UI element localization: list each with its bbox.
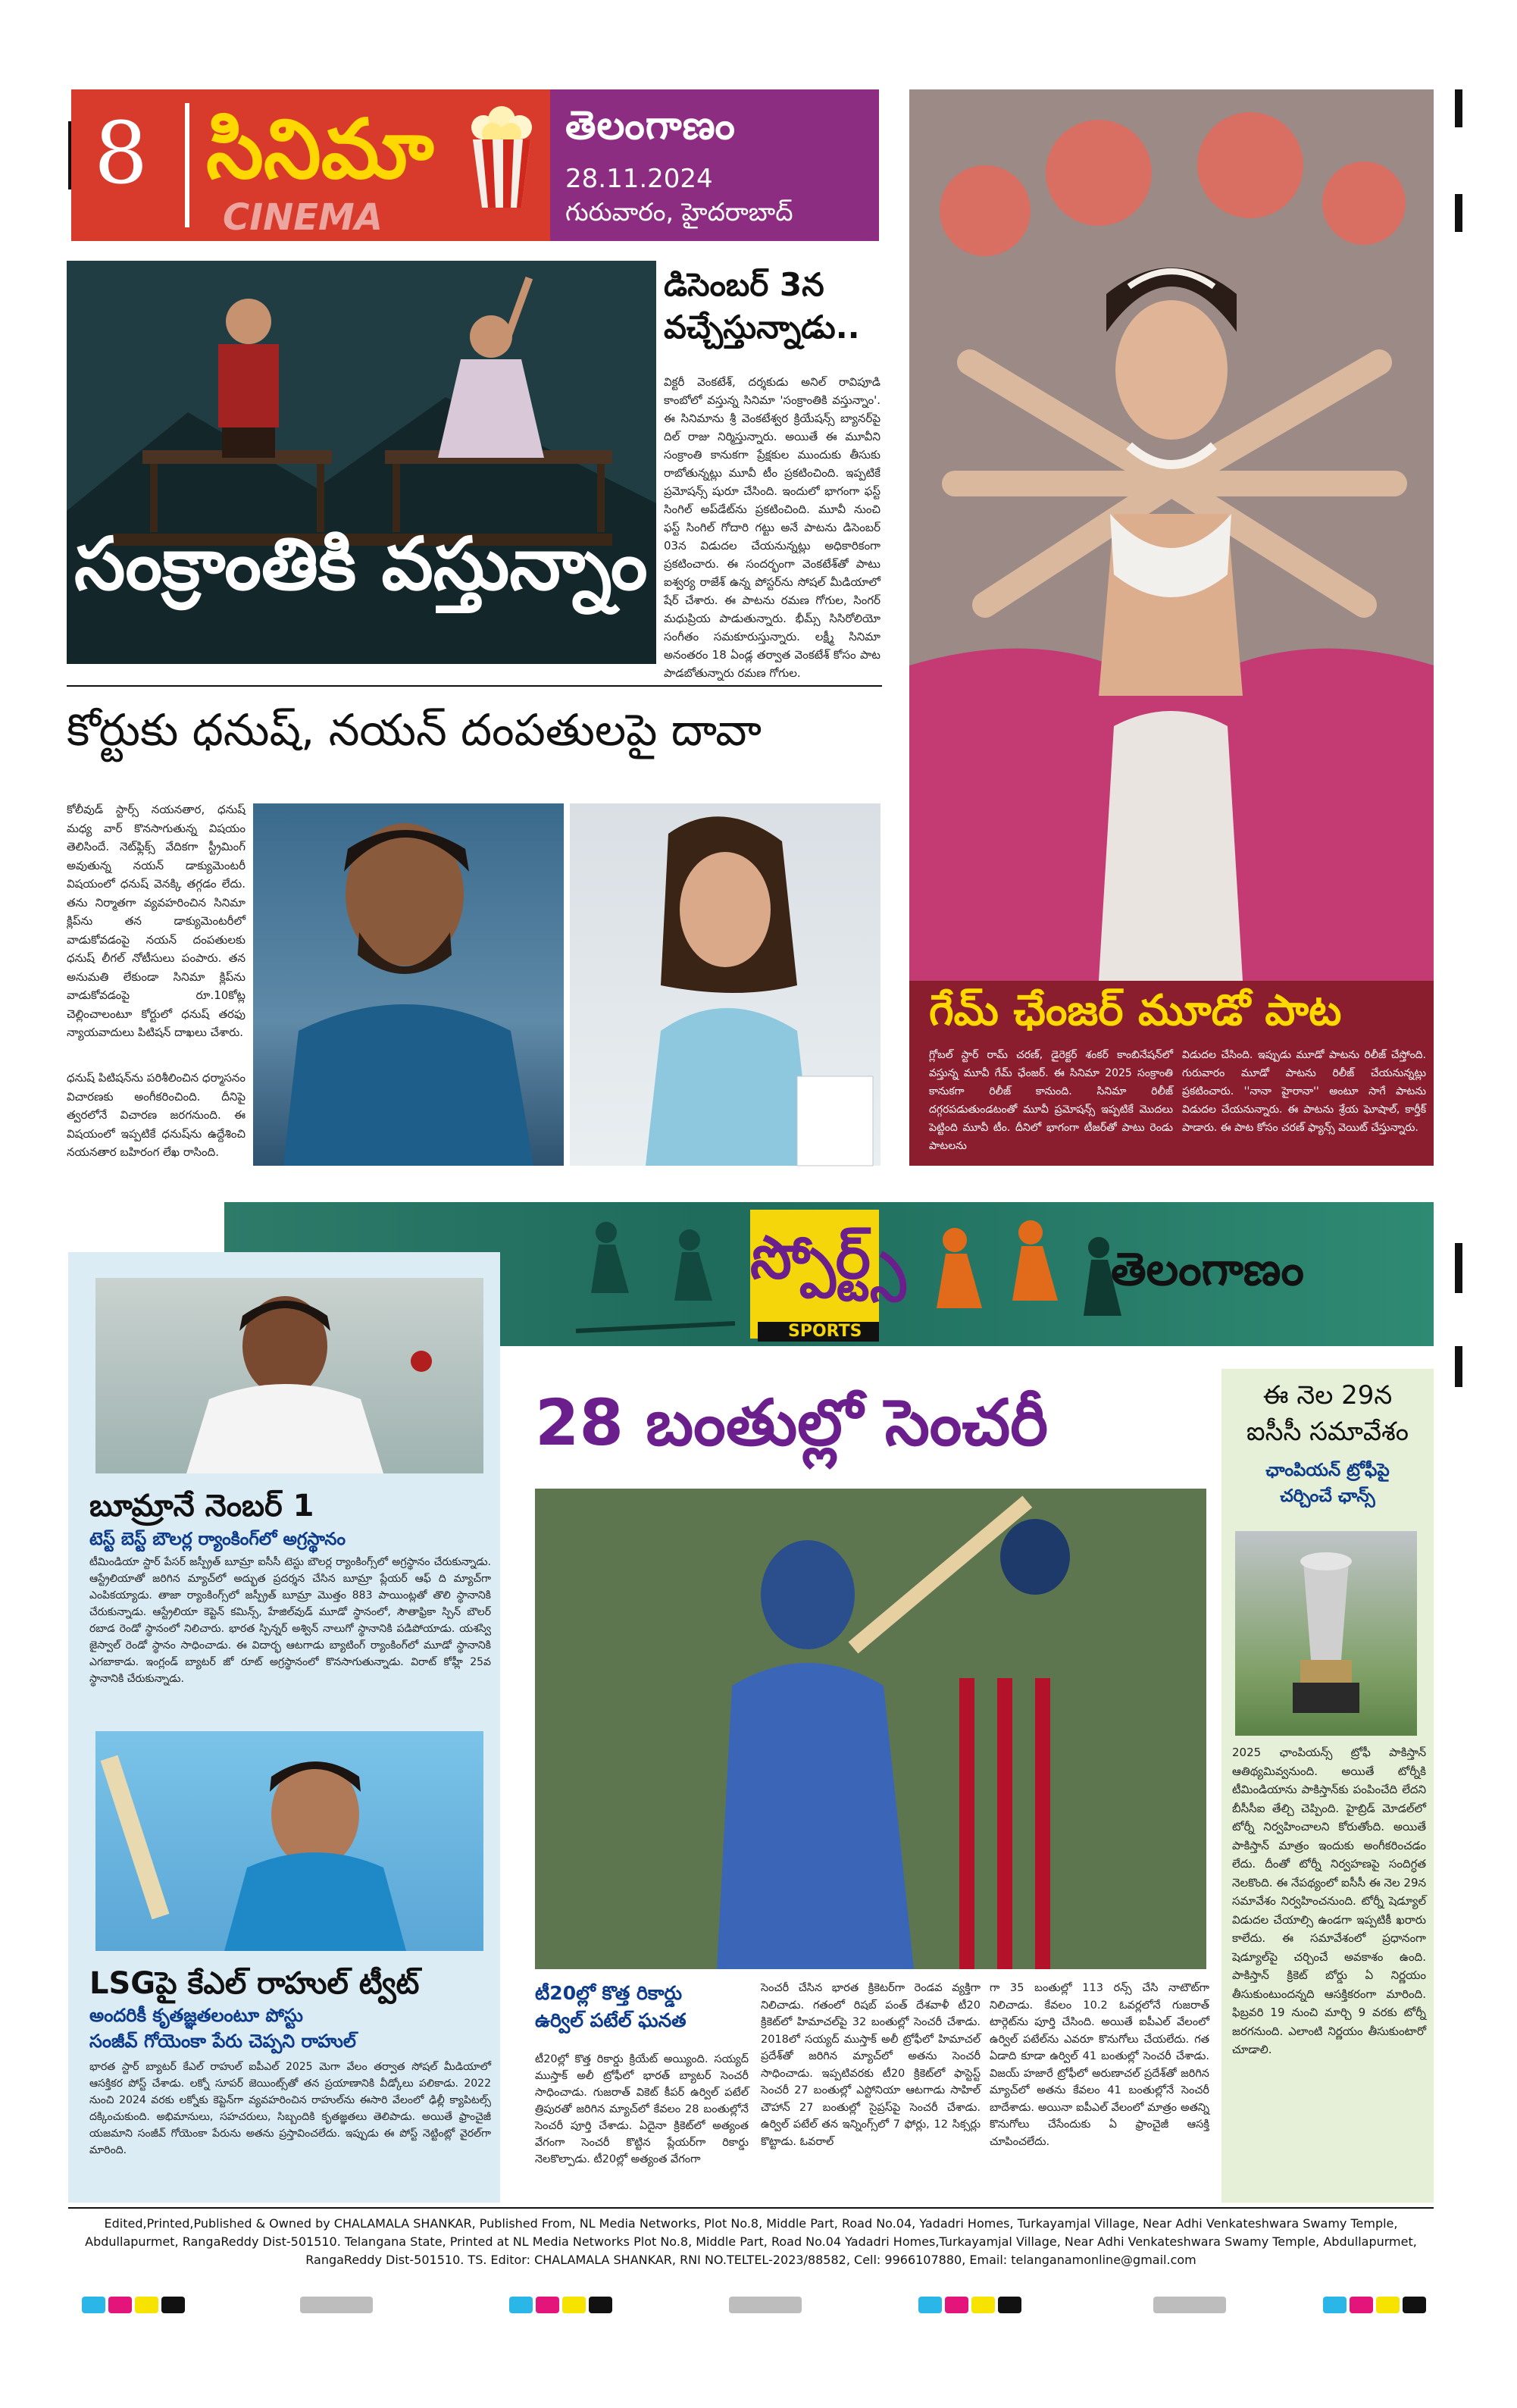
urvil-patel-photo (535, 1489, 1206, 1969)
registration-mark (1455, 89, 1462, 127)
registration-mark (1455, 1346, 1462, 1387)
icc-subheadline-1: ఛాంపియన్ ట్రోఫీపై (1265, 1461, 1390, 1480)
century-headline: 28 బంతుల్లో సెంచరీ (535, 1386, 1049, 1460)
black-swatch (161, 2297, 185, 2313)
magenta-swatch (108, 2297, 132, 2313)
footer-rule (68, 2207, 1434, 2209)
cyan-swatch (82, 2297, 105, 2313)
bumrah-body: టీమిండియా స్టార్ పేసర్ జస్ప్రీత్ బూమ్రా ఐసీసీ టెస్టు బౌలర్ల ర్యాంకింగ్స్‌లో అగ్రస్థానం చేరుకున్నాడు. ఆస్ట్రేలియాతో జరిగిన మ్యాచ్‌లో అద్భుత ప్రదర్శన చేసిన బూమ్రా ప్లేయర్ ఆఫ్ ది మ్యాచ్‌గా ఎంపికయ్యాడు. తాజా ర్యాంకింగ్స్‌లో జస్ప్రీత్ బూమ్రా మొత్తం 883 పాయింట్లతో తొలి స్థానానికి చేరుకున్నాడు. ఆస్ట్రేలియా కెప్టెన్ కమిన్స్, హేజిల్‌వుడ్ మూడో స్థానంలో, సౌతాఫ్రికా స్పిన్ బౌలర్ రబాడ రెండో స్థానంలో నిలిచారు. భారత స్పిన్నర్ అశ్విన్ నాలుగో స్థానానికి పడిపోయాడు. యశస్వి జైస్వాల్ రెండో స్థానం సాధించాడు. ఈ విదార్భ ఆటగాడు బ్యాటింగ్ ర్యాంకింగ్‌లో మూడో స్థానానికి ఎగబాకాడు. ఇంగ్లండ్ బ్యాటర్ జో రూట్ అగ్రస్థానంలో కొనసాగుతున్నాడు. విరాట్ కోహ్లీ 25వ స్థానానికి చేరుకున్నాడు. (89, 1556, 491, 1685)
divider (67, 685, 882, 687)
kl-rahul-photo (95, 1731, 483, 1951)
imprint-line: Abdullapurmet, RangaReddy Dist-501510. Telangana State, Printed at NL Media Networks Plot No.8, Middle Part, Road No.04 Yadadri Homes,Turkayamjal Village, Near Adhi Venkateshwara Swamy Temple, Abdullapurmet, (85, 2234, 1417, 2249)
photo-illustration (535, 1489, 1206, 1969)
icc-headline-2: ఐసీసీ సమావేశం (1246, 1417, 1409, 1447)
color-registration-strip (1323, 2297, 1426, 2313)
black-swatch (1403, 2297, 1426, 2313)
century-col1: టీ20ల్లో కొత్త రికార్డు క్రియేట్ అయ్యింది. సయ్యద్ ముస్తాక్ అలీ ట్రోఫీలో భారత్ బ్యాటర్ సెంచరీ సాధించాడు. గుజరాత్ వికెట్ కీపర్ ఉర్విల్ పటేల్ త్రిపురతో జరిగిన మ్యాచ్‌లో కేవలం 28 బంతుల్లోనే సెంచరీ పూర్తి చేశాడు. ఏదైనా క్రికెట్‌లో అత్యంత వేగంగా సెంచరీ కొట్టిన ప్లేయర్‌గా రికార్డు నెలకొల్పాడు. టీ20ల్లో అత్యంత వేగంగా (535, 2053, 749, 2165)
popcorn-bucket-icon (465, 105, 538, 211)
black-swatch (589, 2297, 612, 2313)
game-changer-photo (909, 89, 1434, 981)
section-title: సినిమా (206, 102, 434, 197)
bumrah-headline: బూమ్రానే నెంబర్ 1 (89, 1489, 314, 1523)
cyan-swatch (509, 2297, 533, 2313)
game-changer-col2: విడుదల చేసింది. ఇప్పుడు మూడో పాటను రిలీజ్ చేస్తోంది. గురువారం మూడో పాటను రిలీజ్ చేయనున్నట్లు ప్రకటించారు. ''నానా హైరానా'' అంటూ సాగే పాటను విడుదల చేయనున్నారు. ఈ పాటను శ్రేయ ఘోషాల్, కార్తీక్ పాడారు. ఈ పాట కోసం చరణ్ ఫ్యాన్స్ వెయిట్ చేస్తున్నారు. (1182, 1049, 1426, 1134)
magenta-swatch (945, 2297, 968, 2313)
dhanush-photo (253, 803, 564, 1166)
dhanush-body-p1: కోలీవుడ్ స్టార్స్ నయనతార, ధనుష్ మధ్య వార్ కొనసాగుతున్న విషయం తెలిసిందే. నెట్‌ఫ్లిక్స్ వేదికగా స్ట్రీమింగ్ అవుతున్న నయన్ డాక్యుమెంటరీ విషయంలో ధనుష్ వెనక్కి తగ్గడం లేదు. తను నిర్మాతగా వ్యవహరించిన సినిమా క్లిప్‌ను తన డాక్యుమెంటరీలో వాడుకోవడంపై నయన్ దంపతులకు ధనుష్ లీగల్ నోటీసులు పంపారు. తన అనుమతి లేకుండా సినిమా క్లిప్‌ను వాడుకోవడంపై రూ.10కోట్ల చెల్లించాలంటూ కోర్టులో ధనుష్ తరఫు న్యాయవాదులు పిటిషన్ దాఖలు చేశారు. (67, 803, 246, 1039)
imprint-line: RangaReddy Dist-501510. TS. Editor: CHALAMALA SHANKAR, RNI NO.TELTEL-2023/88582, Cell: 9966107880, Email: telanganamonline@gmail.com (305, 2253, 1196, 2267)
magenta-swatch (536, 2297, 559, 2313)
game-changer-headline: గేమ్ ఛేంజర్ మూడో పాట (929, 986, 1342, 1035)
photo-illustration (95, 1731, 483, 1951)
color-registration-strip (82, 2297, 185, 2313)
rahul-headline: LSGపై కేఎల్ రాహుల్ ట్వీట్ (89, 1966, 420, 2001)
yellow-swatch (1376, 2297, 1400, 2313)
gray-swatch (1153, 2297, 1226, 2313)
rahul-body: భారత స్టార్ బ్యాటర్ కేఎల్ రాహుల్ ఐపీఎల్ 2025 మెగా వేలం తర్వాత సోషల్ మీడియాలో ఆసక్తికర పోస్ట్ చేశాడు. లక్నో సూపర్ జెయింట్స్‌తో తన ప్రయాణానికి వీడ్కోలు పలికాడు. 2022 నుంచి 2024 వరకు లక్నోకు కెప్టెన్‌గా వ్యవహరించిన రాహుల్‌ను ఈసారి వేలంలో ఢిల్లీ క్యాపిటల్స్ దక్కించుకుంది. అభిమానులు, సహచరులు, సిబ్బందికి కృతజ్ఞతలు తెలిపాడు. అయితే ఫ్రాంచైజీ యజమాని సంజీవ్ గోయెంకా పేరును అతను ప్రస్తావించలేదు. ఇప్పుడు ఈ పోస్ట్ నెట్టింట్లో వైరల్‌గా మారింది. (89, 2061, 491, 2156)
venky-body: విక్టరీ వెంకటేశ్, దర్శకుడు అనిల్ రావిపూడి కాంబోలో వస్తున్న సినిమా 'సంక్రాంతికి వస్తున్నాం'. ఈ సినిమాను శ్రీ వెంకటేశ్వర క్రియేషన్స్ బ్యానర్‌పై దిల్ రాజు నిర్మిస్తున్నారు. అయితే ఈ మూవీని సంక్రాంతి కానుకగా ప్రేక్షకుల ముందుకు తీసుకు రాబోతున్నట్లు మూవీ టీం ప్రకటించింది. ఇప్పటికే ప్రమోషన్స్ షురూ చేసింది. ఇందులో భాగంగా ఫస్ట్ సింగిల్ అప్‌డేట్‌ను ప్రకటించింది. మూవీ నుంచి ఫస్ట్ సింగిల్ గోదారి గట్టు అనే పాటను డిసెంబర్ 03న విడుదల చేయనున్నట్లు అధికారికంగా ప్రకటించారు. ఈ సందర్భంగా వెంకటేశ్‌తో పాటు ఐశ్వర్య రాజేశ్ ఉన్న పోస్టర్‌ను సోషల్ మీడియాలో షేర్ చేశారు. ఈ పాటను రమణ గోగుల, సింగర్ మధుప్రియ పాడుతున్నారు. భీమ్స్ సిసిరోలియో సంగీతం సమకూరుస్తున్నారు. లక్ష్మీ సినిమా అనంతరం 18 ఏండ్ల తర్వాత వెంకటేశ్ కోసం పాట పాడబోతున్నారు రమణ గోగుల. (664, 375, 880, 680)
dhanush-headline: కోర్టుకు ధనుష్, నయన్ దంపతులపై దావా (67, 704, 762, 756)
color-registration-strip (509, 2297, 612, 2313)
bumrah-subheadline: టెస్ట్ బెస్ట్ బౌలర్ల ర్యాంకింగ్‌లో అగ్రస్థానం (89, 1530, 346, 1549)
portrait-illustration (253, 803, 564, 1166)
masthead (71, 89, 879, 241)
divider (185, 103, 189, 227)
registration-mark (1455, 194, 1462, 232)
dhanush-body-p2: ధనుష్ పిటిషన్‌ను పరిశీలించిన ధర్మాసనం విచారణకు అంగీకరించింది. దీనిపై త్వరలోనే విచారణ జరగనుంది. ఈ విషయంలో ఇప్పటికే ధనుష్‌ను ఉద్దేశించి నయనతార బహిరంగ లేఖ రాసింది. (67, 1071, 246, 1159)
century-subheadline-2: ఉర్విల్ పటేల్ ఘనత (535, 2009, 687, 2031)
sports-subtitle: SPORTS (788, 1322, 862, 1341)
brand-panel (550, 89, 879, 241)
icc-body: 2025 ఛాంపియన్స్ ట్రోఫీ పాకిస్తాన్ ఆతిథ్యమివ్వనుంది. అయితే టోర్నీకి టీమిండియాను పాకిస్తాన్‌కు పంపించేది లేదని బీసీసీఐ తేల్చి చెప్పింది. హైబ్రిడ్ మోడల్‌లో టోర్నీ నిర్వహించాలని కోరుతోంది. అయితే పాకిస్తాన్ మాత్రం ఇందుకు అంగీకరించడం లేదు. దీంతో టోర్నీ నిర్వహణపై సందిగ్ధత నెలకొంది. ఈ నేపథ్యంలో ఐసీసీ ఈ నెల 29న సమావేశం నిర్వహించనుంది. టోర్నీ షెడ్యూల్ విడుదల చేయాల్సి ఉండగా ఇప్పటికీ ఖరారు కాలేదు. ఈ సమావేశంలో ప్రధానంగా షెడ్యూల్‌పై చర్చించే అవకాశం ఉంది. పాకిస్తాన్ క్రికెట్ బోర్డు ఏ నిర్ణయం తీసుకుంటుందన్నది ఆసక్తికరంగా మారింది. ఫిబ్రవరి 19 నుంచి మార్చి 9 వరకు టోర్నీ జరగనుంది. ఎలాంటి నిర్ణయం తీసుకుంటారో చూడాలి. (1232, 1746, 1427, 2056)
century-col2: సెంచరీ చేసిన భారత క్రికెటర్‌గా రెండవ వ్యక్తిగా నిలిచాడు. గతంలో రిషబ్ పంత్ దేశవాళీ టీ20 క్రికెట్‌లో హిమాచల్‌పై 32 బంతుల్లో సెంచరీ చేశాడు. 2018లో సయ్యద్ ముస్తాక్ అలీ ట్రోఫీలో హిమాచల్ ప్రదేశ్‌తో జరిగిన మ్యాచ్‌లో అతను సెంచరీ సాధించాడు. ఇప్పటివరకు టీ20 క్రికెట్‌లో ఫాస్టెస్ట్ సెంచరీ 27 బంతుల్లో ఎస్టోనియా ఆటగాడు సాహిల్ చౌహాన్ 27 బంతుల్లో సైప్రస్‌పై సెంచరీ చేశాడు. ఉర్విల్ పటేల్ తన ఇన్నింగ్స్‌లో 7 ఫోర్లు, 12 సిక్సర్లు కొట్టాడు. ఓవరాల్ (761, 1982, 981, 2148)
gray-swatch (300, 2297, 373, 2313)
color-registration-strip (918, 2297, 1021, 2313)
cyan-swatch (918, 2297, 942, 2313)
headline-line: డిసెంబర్ 3న (664, 266, 824, 303)
imprint-line: Edited,Printed,Published & Owned by CHALAMALA SHANKAR, Published From, NL Media Networks, Plot No.8, Middle Part, Road No.04, Yadadri Homes, Turkayamjal Village, Near Adhi Venkateshwara Swamy Temple, (104, 2216, 1398, 2231)
icc-subheadline-2: చర్చించే ఛాన్స్ (1280, 1486, 1375, 1506)
century-subheadline-1: టీ20ల్లో కొత్త రికార్డు (535, 1982, 683, 2004)
movie-title-overlay: సంక్రాంతికి వస్తున్నాం (74, 521, 648, 606)
yellow-swatch (971, 2297, 995, 2313)
nayanthara-photo (570, 803, 880, 1166)
champions-trophy-photo (1235, 1531, 1417, 1736)
rahul-subheadline-1: అందరికీ కృతజ్ఞతలంటూ పోస్టు (89, 2005, 303, 2026)
sankranthiki-vasthunnam-photo (67, 261, 656, 664)
yellow-swatch (562, 2297, 586, 2313)
page-number: 8 (94, 105, 149, 203)
yellow-swatch (135, 2297, 158, 2313)
sports-players-illustration (561, 1210, 750, 1343)
sports-players-illustration (909, 1210, 1137, 1343)
sports-brand: తెలంగాణం (1111, 1243, 1304, 1296)
section-subtitle: CINEMA (223, 196, 383, 239)
game-changer-col1: గ్లోబల్ స్టార్ రామ్ చరణ్, డైరెక్టర్ శంకర్ కాంబినేషన్‌లో వస్తున్న మూవీ గేమ్ ఛేంజర్. ఈ సినిమా 2025 సంక్రాంతి కానుకగా రిలీజ్ కానుంది. సినిమా రిలీజ్ దగ్గరపడుతుండటంతో మూవీ ప్రమోషన్స్ ఇప్పటికే మొదలు పెట్టింది మూవీ టీం. దీనిలో భాగంగా టీజర్‌తో పాటు రెండు పాటలను (929, 1049, 1173, 1152)
registration-mark (1455, 1243, 1462, 1293)
photo-illustration (95, 1278, 483, 1473)
century-col3: గా 35 బంతుల్లో 113 రన్స్ చేసి నాటౌట్‌గా నిలిచాడు. కేవలం 10.2 ఓవర్లలోనే గుజరాత్ టార్గెట్‌ను పూర్తి చేసింది. అయితే ఐపీఎల్ వేలంలో ఉర్విల్ పటేల్‌ను ఎవరూ కొనుగోలు చేయలేదు. గత ఏడాది కూడా ఉర్విల్ 41 బంతుల్లో సెంచరీ చేశాడు. విజయ్ హజారే ట్రోఫీలో అరుణాచల్ ప్రదేశ్‌తో జరిగిన మ్యాచ్‌లో అతను కేవలం 41 బంతుల్లోనే సెంచరీ బాదేశాడు. అయినా ఐపీఎల్ వేలంలో మాత్రం అతన్ని కొనుగోలు చేసేందుకు ఏ ఫ్రాంచైజీ ఆసక్తి చూపించలేదు. (990, 1982, 1209, 2148)
gray-swatch (729, 2297, 802, 2313)
bumrah-photo (95, 1278, 483, 1473)
headline-line: వచ్చేస్తున్నాడు.. (664, 308, 860, 346)
cyan-swatch (1323, 2297, 1347, 2313)
rahul-subheadline-2: సంజీవ్ గోయెంకా పేరు చెప్పని రాహుల్ (89, 2031, 356, 2052)
issue-date: 28.11.2024 (565, 164, 713, 194)
poster-illustration (909, 89, 1434, 981)
black-swatch (998, 2297, 1021, 2313)
trophy-illustration (1235, 1531, 1417, 1736)
sports-title: స్పోర్ట్స్ (750, 1224, 906, 1292)
portrait-illustration (570, 803, 880, 1166)
brand-name: తెలంగాణం (565, 103, 736, 149)
issue-day-city: గురువారం, హైదరాబాద్ (565, 197, 793, 227)
section-header (71, 89, 550, 241)
icc-headline-1: ఈ నెల 29న (1262, 1380, 1393, 1411)
magenta-swatch (1350, 2297, 1373, 2313)
venky-headline (664, 264, 884, 349)
